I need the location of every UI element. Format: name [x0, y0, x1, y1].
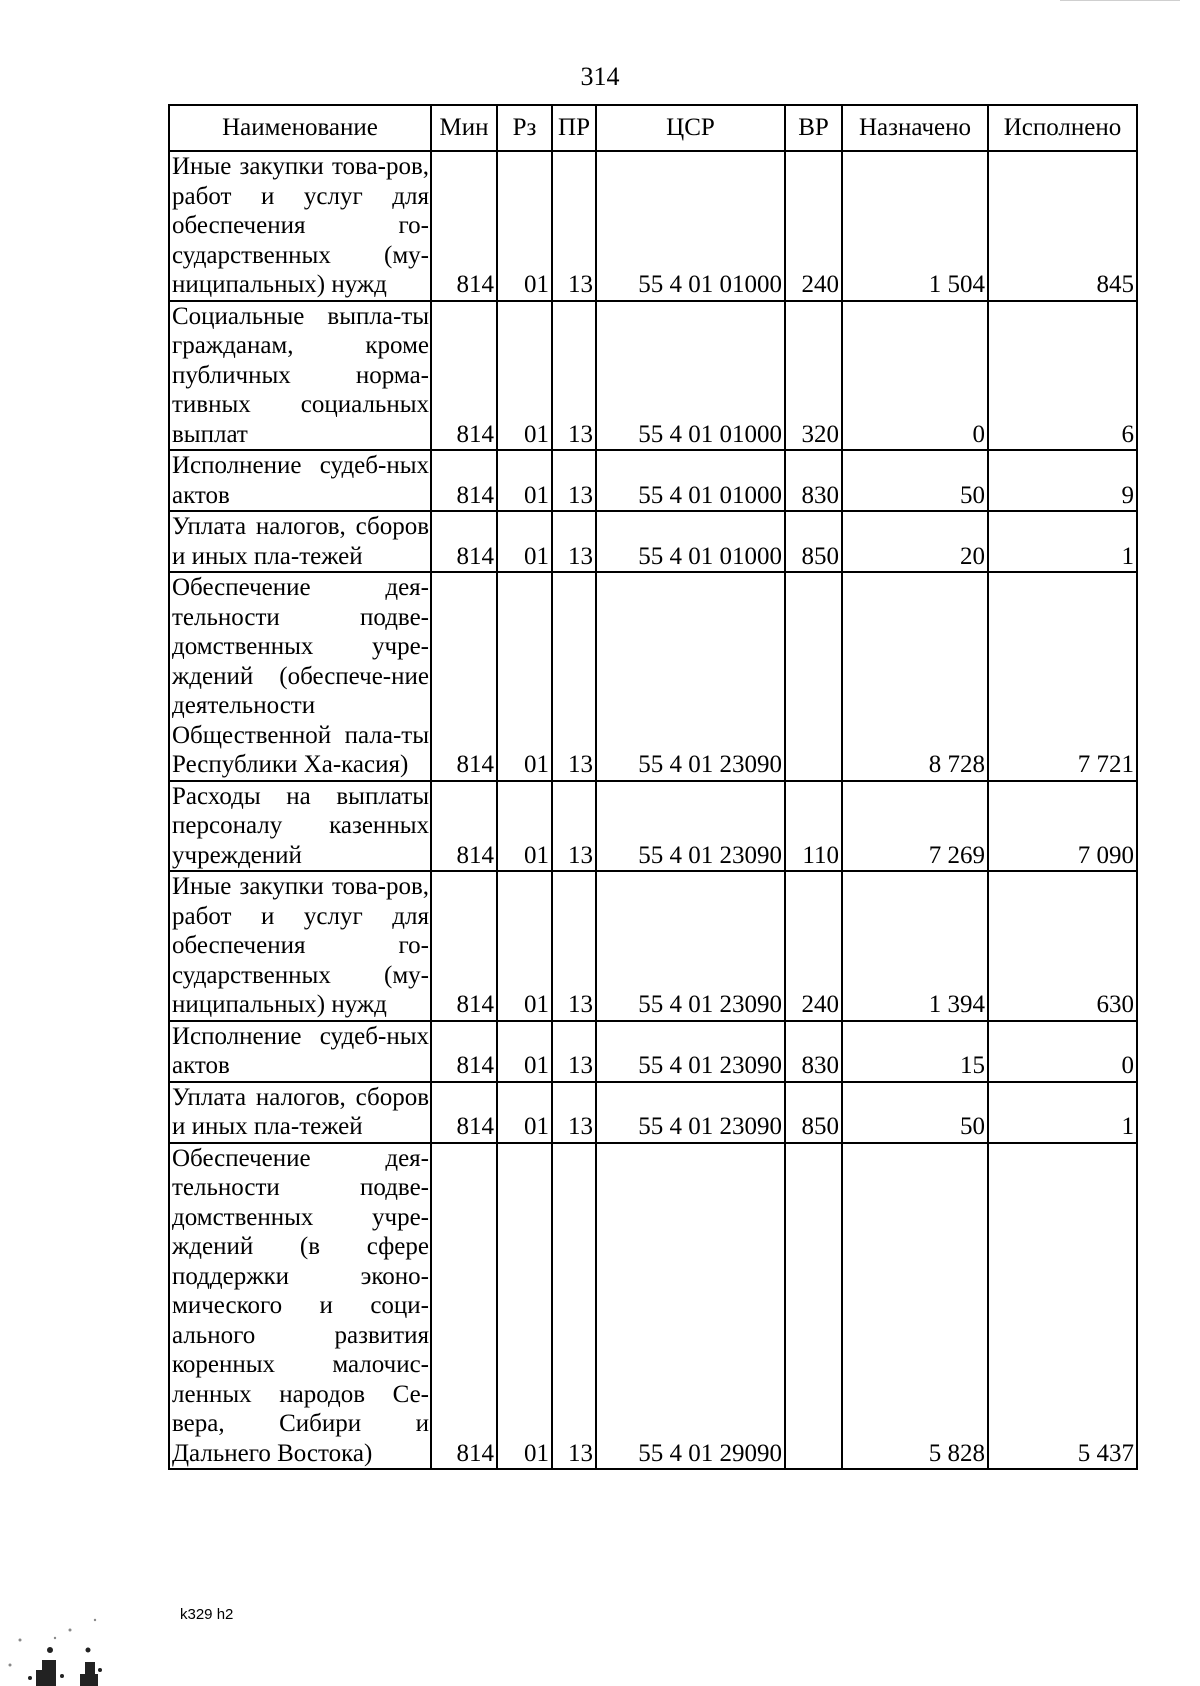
cell-assigned: 1 394: [842, 871, 988, 1021]
cell-rz: 01: [497, 511, 552, 572]
table-row: [169, 1021, 1137, 1082]
cell-rz: 01: [497, 781, 552, 872]
cell-assigned: 7 269: [842, 781, 988, 872]
cell-executed: 0: [988, 1021, 1137, 1082]
header-assigned: Назначено: [842, 105, 988, 151]
table-row: [169, 781, 1137, 872]
header-executed: Исполнено: [988, 105, 1137, 151]
cell-assigned: 5 828: [842, 1143, 988, 1470]
header-csr: ЦСР: [596, 105, 785, 151]
cell-executed: 9: [988, 450, 1137, 511]
cell-pr: 13: [552, 572, 596, 781]
cell-pr: 13: [552, 871, 596, 1021]
cell-assigned: 0: [842, 301, 988, 451]
cell-pr: 13: [552, 301, 596, 451]
cell-min: 814: [431, 151, 497, 301]
cell-min: 814: [431, 511, 497, 572]
cell-name: Уплата налогов, сборов и иных пла-тежей: [169, 1082, 431, 1143]
cell-name: Обеспечение дея-тельности подве-домственных учре-ждений (в сфере поддержки эконо-мического и соци-ального развития коренных малочис-ленных народов Се-вера, Сибири и Дальнего Востока): [169, 1143, 431, 1470]
cell-pr: 13: [552, 450, 596, 511]
cell-name: Исполнение судеб-ных актов: [169, 1021, 431, 1082]
cell-rz: 01: [497, 450, 552, 511]
scan-noise-mark: [0, 1580, 120, 1686]
table-row: [169, 301, 1137, 451]
cell-csr: 55 4 01 23090: [596, 1021, 785, 1082]
table-row: [169, 511, 1137, 572]
cell-pr: 13: [552, 511, 596, 572]
page-number: 314: [580, 62, 620, 91]
header-pr: ПР: [552, 105, 596, 151]
cell-rz: 01: [497, 1021, 552, 1082]
header-rz: Рз: [497, 105, 552, 151]
cell-name: Иные закупки това-ров, работ и услуг для обеспечения го-сударственных (му-ниципальных) нужд: [169, 151, 431, 301]
cell-assigned: 1 504: [842, 151, 988, 301]
cell-csr: 55 4 01 01000: [596, 450, 785, 511]
cell-min: 814: [431, 450, 497, 511]
cell-min: 814: [431, 871, 497, 1021]
cell-name: Иные закупки това-ров, работ и услуг для обеспечения го-сударственных (му-ниципальных) нужд: [169, 871, 431, 1021]
cell-min: 814: [431, 1143, 497, 1470]
cell-executed: 6: [988, 301, 1137, 451]
cell-csr: 55 4 01 01000: [596, 511, 785, 572]
table-row: [169, 450, 1137, 511]
cell-min: 814: [431, 781, 497, 872]
cell-rz: 01: [497, 572, 552, 781]
table-row: [169, 572, 1137, 781]
cell-name: Расходы на выплаты персоналу казенных учреждений: [169, 781, 431, 872]
cell-csr: 55 4 01 23090: [596, 1082, 785, 1143]
cell-min: 814: [431, 572, 497, 781]
cell-vr: [785, 572, 842, 781]
cell-assigned: 20: [842, 511, 988, 572]
header-vr: ВР: [785, 105, 842, 151]
table-row: [169, 871, 1137, 1021]
scan-edge-line: [1060, 0, 1180, 1]
table-row: [169, 151, 1137, 301]
cell-rz: 01: [497, 151, 552, 301]
cell-assigned: 15: [842, 1021, 988, 1082]
cell-rz: 01: [497, 1082, 552, 1143]
cell-executed: 5 437: [988, 1143, 1137, 1470]
cell-csr: 55 4 01 01000: [596, 151, 785, 301]
cell-vr: [785, 1143, 842, 1470]
cell-csr: 55 4 01 29090: [596, 1143, 785, 1470]
cell-executed: 630: [988, 871, 1137, 1021]
cell-pr: 13: [552, 781, 596, 872]
cell-pr: 13: [552, 1082, 596, 1143]
cell-min: 814: [431, 1082, 497, 1143]
table-header-row: [169, 105, 1137, 151]
cell-pr: 13: [552, 151, 596, 301]
cell-vr: 830: [785, 1021, 842, 1082]
cell-vr: 240: [785, 871, 842, 1021]
header-min: Мин: [431, 105, 497, 151]
footer-code: k329 h2: [180, 1606, 234, 1623]
cell-executed: 1: [988, 511, 1137, 572]
cell-csr: 55 4 01 01000: [596, 301, 785, 451]
cell-name: Уплата налогов, сборов и иных пла-тежей: [169, 511, 431, 572]
cell-executed: 7 090: [988, 781, 1137, 872]
cell-assigned: 50: [842, 450, 988, 511]
cell-assigned: 8 728: [842, 572, 988, 781]
cell-name: Исполнение судеб-ных актов: [169, 450, 431, 511]
cell-pr: 13: [552, 1143, 596, 1470]
cell-min: 814: [431, 1021, 497, 1082]
cell-vr: 320: [785, 301, 842, 451]
table-row: [169, 1143, 1137, 1470]
cell-vr: 110: [785, 781, 842, 872]
table-row: [169, 1082, 1137, 1143]
cell-csr: 55 4 01 23090: [596, 572, 785, 781]
cell-executed: 1: [988, 1082, 1137, 1143]
cell-csr: 55 4 01 23090: [596, 781, 785, 872]
cell-pr: 13: [552, 1021, 596, 1082]
budget-table: [168, 104, 1138, 1470]
header-name: Наименование: [169, 105, 431, 151]
cell-rz: 01: [497, 301, 552, 451]
cell-vr: 830: [785, 450, 842, 511]
cell-vr: 240: [785, 151, 842, 301]
cell-name: Обеспечение дея-тельности подве-домственных учре-ждений (обеспече-ние деятельности Общественной пала-ты Республики Ха-касия): [169, 572, 431, 781]
cell-vr: 850: [785, 511, 842, 572]
cell-executed: 845: [988, 151, 1137, 301]
cell-executed: 7 721: [988, 572, 1137, 781]
cell-min: 814: [431, 301, 497, 451]
cell-assigned: 50: [842, 1082, 988, 1143]
cell-rz: 01: [497, 871, 552, 1021]
cell-vr: 850: [785, 1082, 842, 1143]
cell-csr: 55 4 01 23090: [596, 871, 785, 1021]
cell-name: Социальные выпла-ты гражданам, кроме публичных норма-тивных социальных выплат: [169, 301, 431, 451]
cell-rz: 01: [497, 1143, 552, 1470]
